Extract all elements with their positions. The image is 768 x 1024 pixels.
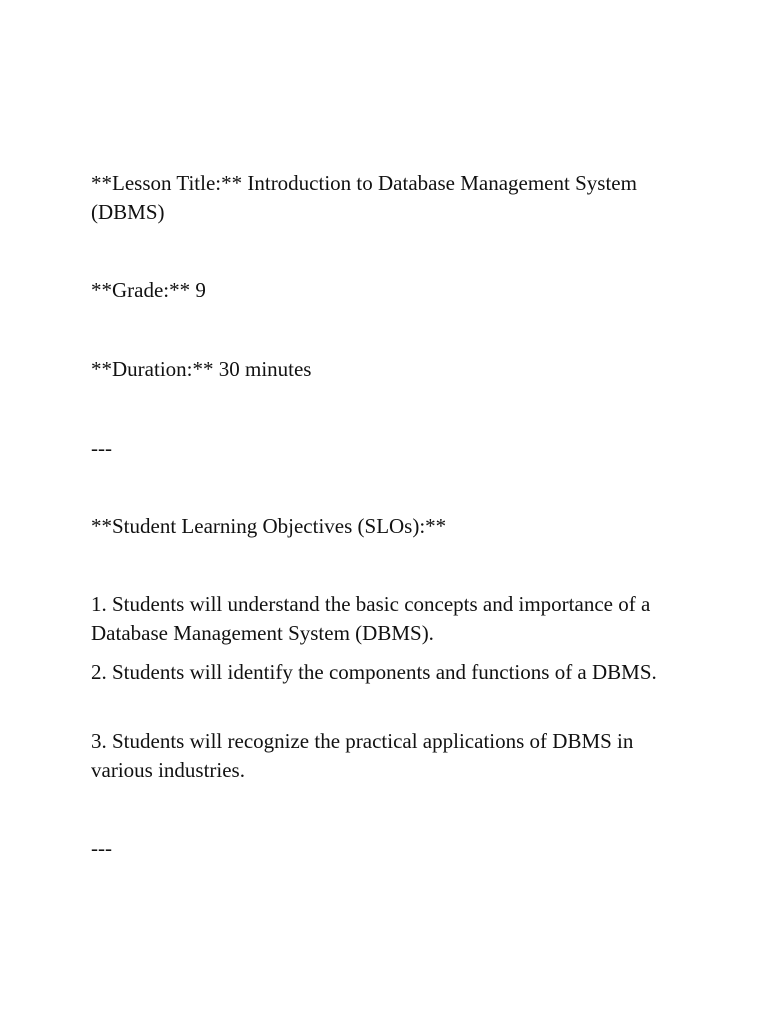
grade-line: **Grade:** 9	[91, 278, 206, 302]
objective-item: 2. Students will identify the components and functions of a DBMS.	[91, 660, 657, 684]
separator: ---	[91, 836, 112, 860]
objective-item: 1. Students will understand the basic concepts and importance of a Database Management System (DBMS).	[91, 592, 651, 645]
objective-item: 3. Students will recognize the practical applications of DBMS in various industries.	[91, 729, 634, 782]
duration-line: **Duration:** 30 minutes	[91, 357, 312, 381]
slo-heading: **Student Learning Objectives (SLOs):**	[91, 514, 447, 538]
separator: ---	[91, 436, 112, 460]
lesson-title: **Lesson Title:** Introduction to Database Management System (DBMS)	[91, 171, 637, 224]
